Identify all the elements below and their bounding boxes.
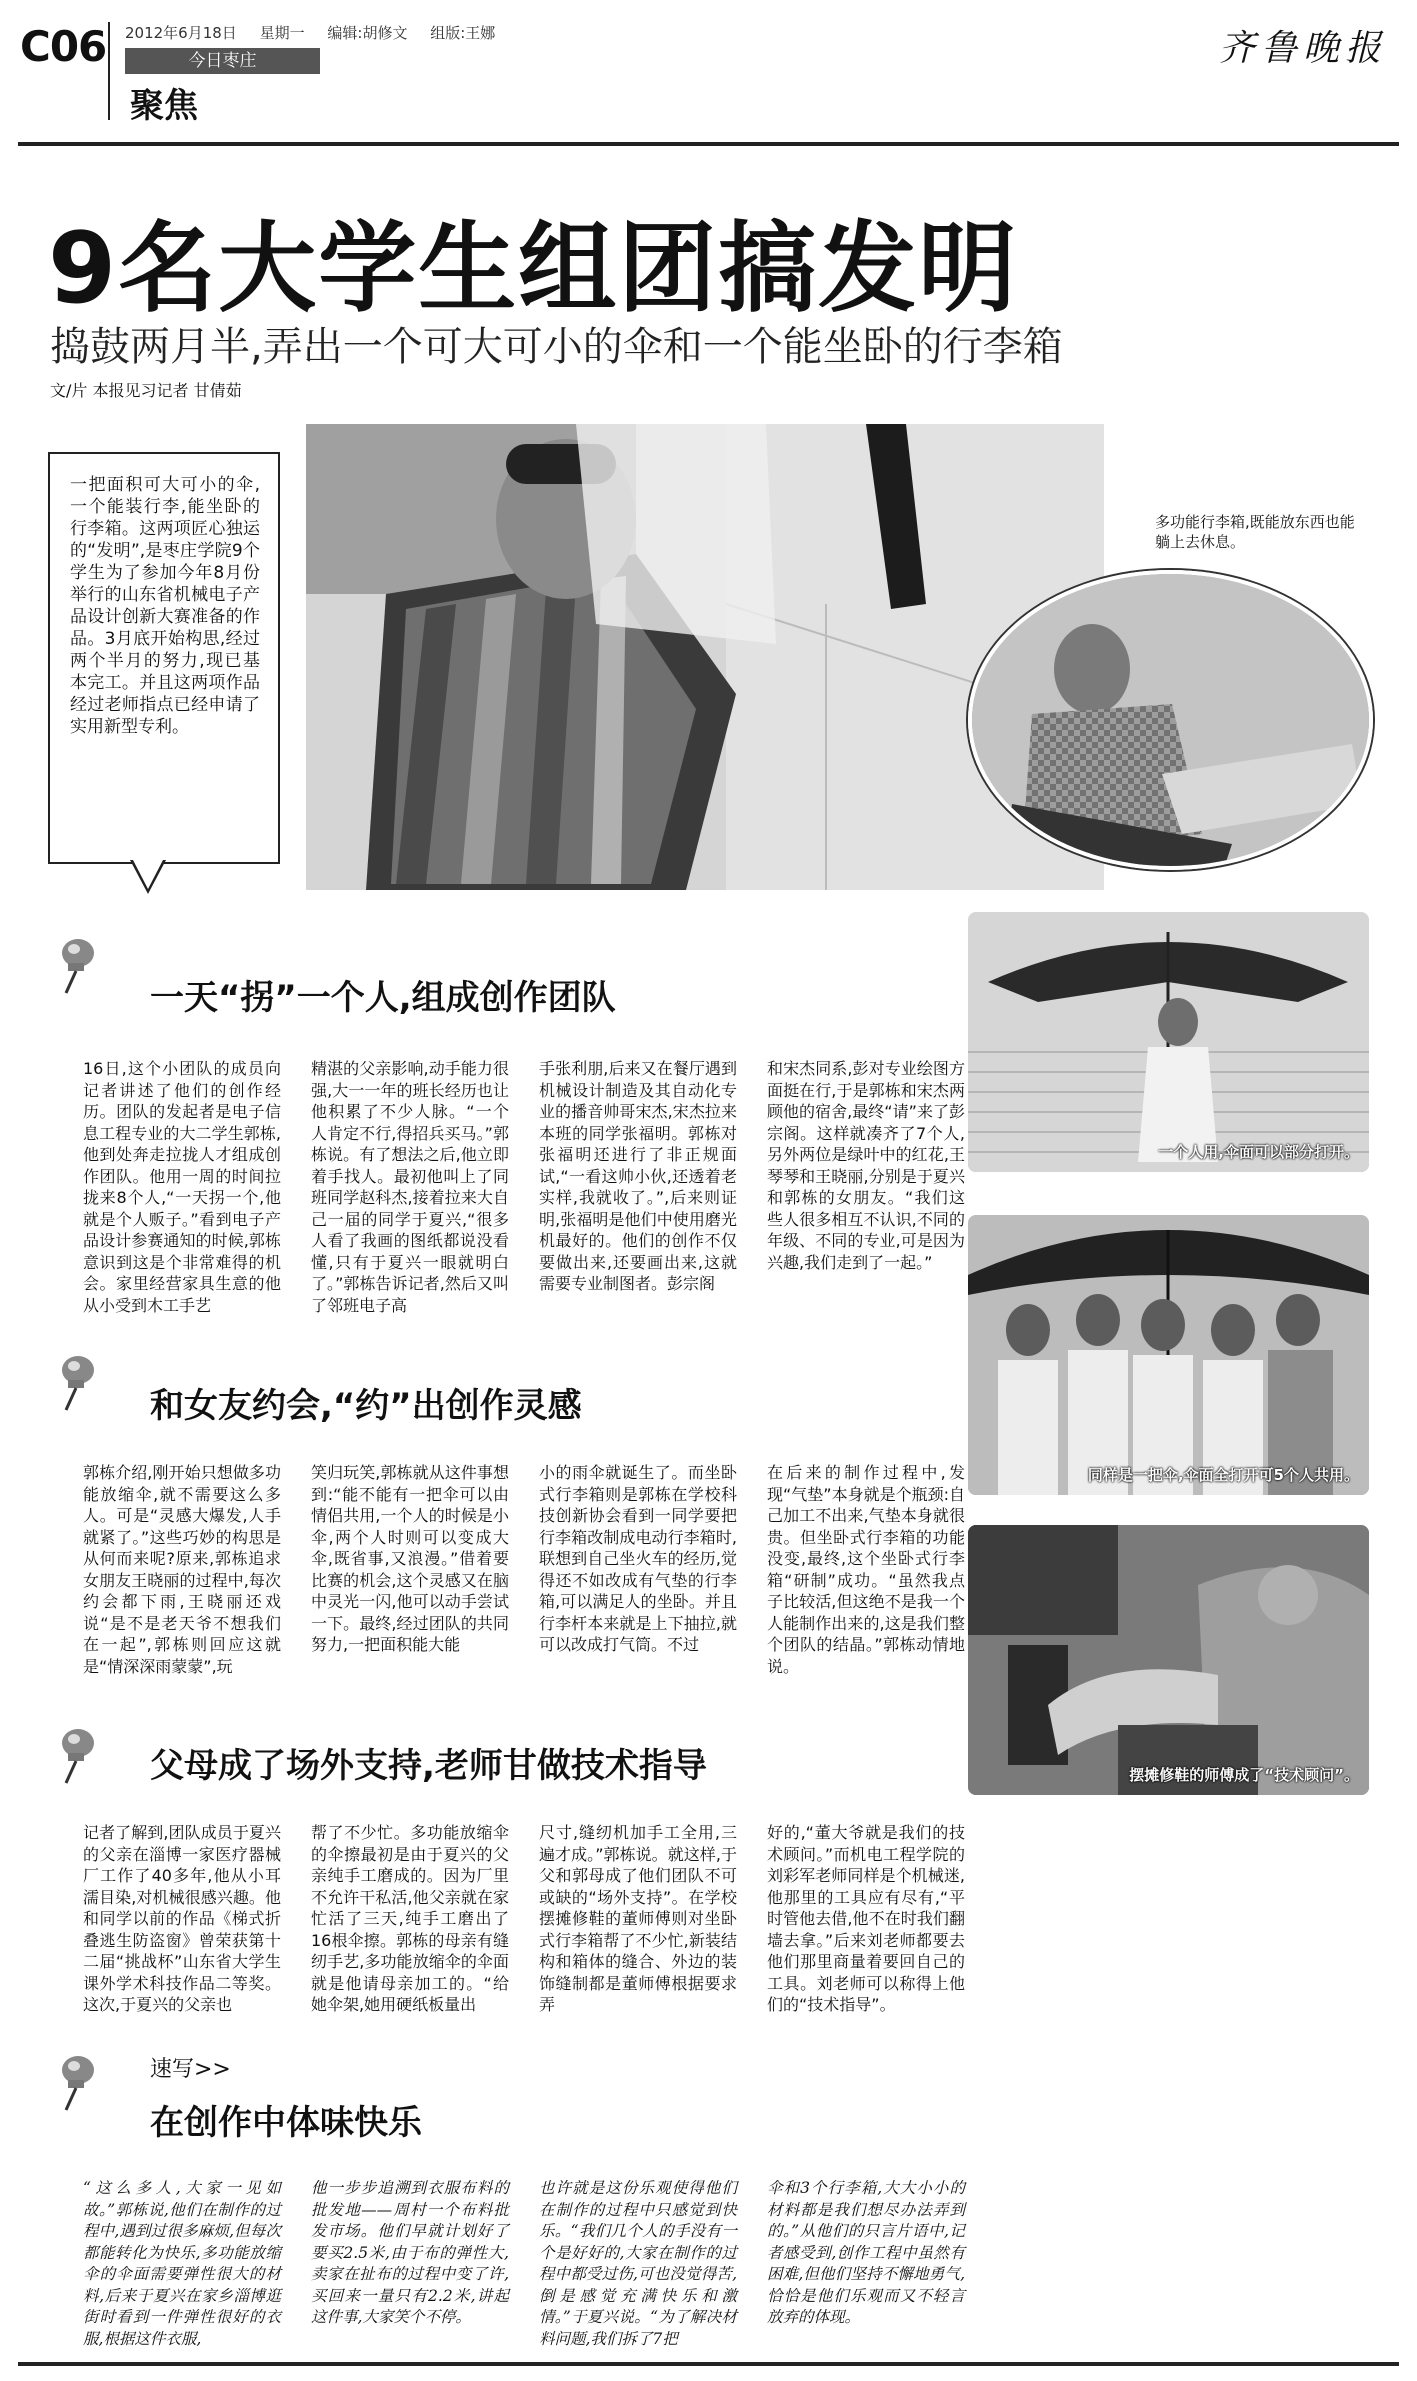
- section-2-title: 和女友约会,“约”出创作灵感: [150, 1386, 582, 1426]
- section-2-col-2: 笑归玩笑,郭栋就从这件事想到:“能不能有一把伞可以由情侣共用,一个人的时候是小伞,两个人时则可以变成大伞,既省事,又浪漫。”借着要比赛的机会,这个灵感又在脑中灵光一闪,他可以动手尝试一下。最终,经过团队的共同努力,一把面积能大能: [311, 1463, 509, 1654]
- umbrella-single-caption: 一个人用,伞面可以部分打开。: [1158, 1143, 1359, 1161]
- pushpin-icon: [48, 1725, 98, 1785]
- section-3-col-3: 尺寸,缝纫机加手工全用,三遍才成。”郭栋说。就这样,于父和郭母成了他们团队不可或缺的“场外支持”。在学校摆摊修鞋的董师傅则对坐卧式行李箱帮了不少忙,新装结构和箱体的缝合、外边的装饰缝制都是董师傅根据要求弄: [539, 1823, 737, 2014]
- header-meta: [125, 22, 513, 43]
- callout-tail-inner: [133, 860, 163, 889]
- top-rule: [18, 142, 1399, 146]
- page-number: C06: [20, 22, 107, 71]
- shoe-repair-photo: [968, 1525, 1369, 1795]
- pushpin-icon: [48, 2052, 98, 2112]
- shoe-repair-illustration: [968, 1525, 1369, 1795]
- umbrella-group-caption: 同样是一把伞,伞面全打开可5个人共用。: [1087, 1466, 1359, 1484]
- shoe-repair-caption: 摆摊修鞋的师傅成了“技术顾问”。: [1129, 1766, 1359, 1784]
- seated-student-illustration: [972, 574, 1373, 870]
- section-4-col-4: 伞和3个行李箱,大大小小的材料都是我们想尽办法弄到的。”从他们的只言片语中,记者感受到,创作工程中虽然有困难,但他们坚持不懈地勇气,恰恰是他们乐观而又不轻言放弃的体现。: [767, 2179, 965, 2326]
- section-4-col-3: 也许就是这份乐观使得他们在制作的过程中只感觉到快乐。“我们几个人的手没有一个是好好的,大家在制作的过程中都受过伤,可也没觉得苦,倒是感觉充满快乐和激情。”于夏兴说。“为了解决材料问题,我们拆了7把: [539, 2179, 737, 2348]
- editor: 编辑:胡修文: [327, 24, 408, 42]
- weekday: 星期一: [259, 24, 305, 42]
- section-1-col-2: 精湛的父亲影响,动手能力很强,大一一年的班长经历也让他积累了不少人脉。“一个人肯定不行,得招兵买马。”郭栋说。有了想法之后,他立即着手找人。最初他叫上了同班同学赵科杰,接着拉来大自己一届的同学于夏兴,“很多人看了我画的图纸都说没看懂,只有于夏兴一眼就明白了。”郭栋告诉记者,然后又叫了邻班电子高: [311, 1059, 509, 1315]
- section-1-body: [83, 1058, 965, 1316]
- bottom-rule: [18, 2362, 1399, 2366]
- umbrella-group-photo: [968, 1215, 1369, 1495]
- section-1-col-1: 16日,这个小团队的成员向记者讲述了他们的创作经历。团队的发起者是电子信息工程专业的大二学生郭栋,他到处奔走拉拢人才组成创作团队。他用一周的时间拉拢来8个人,“一天拐一个,他就是个人贩子。”看到电子产品设计参赛通知的时候,郭栋意识到这是个非常难得的机会。家里经营家具生意的他从小受到木工手艺: [83, 1059, 281, 1315]
- lead-callout: 一把面积可大可小的伞,一个能装行李,能坐卧的行李箱。这两项匠心独运的“发明”,是枣庄学院9个学生为了参加今年8月份举行的山东省机械电子产品设计创新大赛准备的作品。3月底开始构思,经过两个半月的努力,现已基本完工。并且这两项作品经过老师指点已经申请了实用新型专利。: [48, 452, 280, 864]
- umbrella-group-illustration: [968, 1215, 1369, 1495]
- section-2-col-1: 郭栋介绍,刚开始只想做多功能放缩伞,就不需要这么多人。可是“灵感大爆发,人手就紧了。”这些巧妙的构思是从何而来呢?原来,郭栋追求女朋友王晓丽的过程中,每次约会都下雨,王晓丽还戏说“是不是老天爷不想我们在一起”,郭栋则回应这就是“情深深雨蒙蒙”,玩: [83, 1463, 281, 1676]
- section-3-col-1: 记者了解到,团队成员于夏兴的父亲在淄博一家医疗器械厂工作了40多年,他从小耳濡目染,对机械很感兴趣。他和同学以前的作品《梯式折叠逃生防盗窗》曾荣获第十二届“挑战杯”山东省大学生课外学术科技作品二等奖。这次,于夏兴的父亲也: [83, 1823, 281, 2014]
- section-4-col-1: “这么多人,大家一见如故。”郭栋说,他们在制作的过程中,遇到过很多麻烦,但每次都能转化为快乐,多功能放缩伞的伞面需要弹性很大的材料,后来于夏兴在家乡淄博逛街时看到一件弹性很好的衣服,根据这件衣服,: [83, 2179, 281, 2348]
- section-4-kicker: 速写>>: [150, 2057, 231, 2082]
- section-4-title: 在创作中体味快乐: [150, 2103, 422, 2143]
- umbrella-single-illustration: [968, 912, 1369, 1172]
- headline: 9名大学生组团搞发明: [48, 212, 1019, 326]
- section-3-col-4: 好的,“董大爷就是我们的技术顾问。”而机电工程学院的刘彩军老师同样是个机械迷,他那里的工具应有尽有,“平时管他去借,他不在时我们翻墙去拿。”后来刘老师都要去他们那里商量着要回自己的工具。刘老师可以称得上他们的“技术指导”。: [767, 1823, 965, 2014]
- section-2-body: [83, 1462, 965, 1677]
- section-2-col-3: 小的雨伞就诞生了。而坐卧式行李箱则是郭栋在学校科技创新协会看到一同学要把行李箱改制成电动行李箱时,联想到自己坐火车的经历,觉得还不如改成有气垫的行李箱,可以满足人的坐卧。并且行李杆本来就是上下抽拉,就可以改成打气筒。不过: [539, 1463, 737, 1654]
- section-2-col-4: 在后来的制作过程中,发现“气垫”本身就是个瓶颈:自己加工不出来,气垫本身就很贵。但坐卧式行李箱的功能没变,最终,这个坐卧式行李箱“研制”成功。“虽然我点子比较活,但这绝不是我一个人能制作出来的,这是我们整个团队的结晶。”郭栋动情地说。: [767, 1463, 965, 1676]
- suitcase-caption: 多功能行李箱,既能放东西也能躺上去休息。: [1155, 513, 1355, 551]
- pushpin-icon: [48, 935, 98, 995]
- section-name: 聚焦: [130, 86, 198, 126]
- section-3-col-2: 帮了不少忙。多功能放缩伞的伞擦最初是由于夏兴的父亲纯手工磨成的。因为厂里不允许干私活,他父亲就在家忙活了三天,纯手工磨出了16根伞擦。郭栋的母亲有缝纫手艺,多功能放缩伞的伞面就是他请母亲加工的。“给她伞架,她用硬纸板量出: [311, 1823, 509, 2014]
- byline: 文/片 本报见习记者 甘倩茹: [50, 381, 242, 400]
- suitcase-illustration: [306, 424, 1104, 890]
- section-3-title: 父母成了场外支持,老师甘做技术指导: [150, 1746, 707, 1786]
- suitcase-seated-photo: [968, 570, 1373, 870]
- pushpin-icon: [48, 1352, 98, 1412]
- section-1-col-3: 手张利朋,后来又在餐厅遇到机械设计制造及其自动化专业的播音帅哥宋杰,宋杰拉来本班的同学张福明。郭栋对张福明还进行了非正规面试,“一看这帅小伙,还透着老实样,我就收了。”,后来则证明,张福明是他们中使用磨光机最好的。他们的创作不仅要做出来,还要画出来,这就需要专业制图者。彭宗阁: [539, 1059, 737, 1293]
- layout-editor: 组版:王娜: [430, 24, 496, 42]
- section-1-col-4: 和宋杰同系,彭对专业绘图方面挺在行,于是郭栋和宋杰两顾他的宿舍,最终“请”来了彭宗阁。这样就凑齐了7个人,另外两位是绿叶中的红花,王琴琴和王晓丽,分别是于夏兴和郭栋的女朋友。“我们这些人很多相互不认识,不同的年级、不同的专业,可是因为兴趣,我们走到了一起。”: [767, 1059, 965, 1272]
- umbrella-single-photo: [968, 912, 1369, 1172]
- section-4-body: [83, 2178, 965, 2350]
- subheadline: 捣鼓两月半,弄出一个可大可小的伞和一个能坐卧的行李箱: [50, 324, 1063, 370]
- section-1-title: 一天“拐”一个人,组成创作团队: [150, 978, 616, 1018]
- newspaper-logo: 齐鲁晚报: [1218, 28, 1387, 69]
- section-4-col-2: 他一步步追溯到衣服布料的批发地——周村一个布料批发市场。他们早就计划好了要买2.5米,由于布的弹性大,卖家在扯布的过程中变了许,买回来一量只有2.2米,讲起这件事,大家笑个不停。: [311, 2179, 509, 2326]
- header-divider: [108, 22, 110, 120]
- issue-date: 2012年6月18日: [125, 24, 237, 42]
- section-3-body: [83, 1822, 965, 2016]
- suitcase-photo: [306, 424, 1104, 890]
- section-bar: 今日枣庄: [125, 48, 320, 74]
